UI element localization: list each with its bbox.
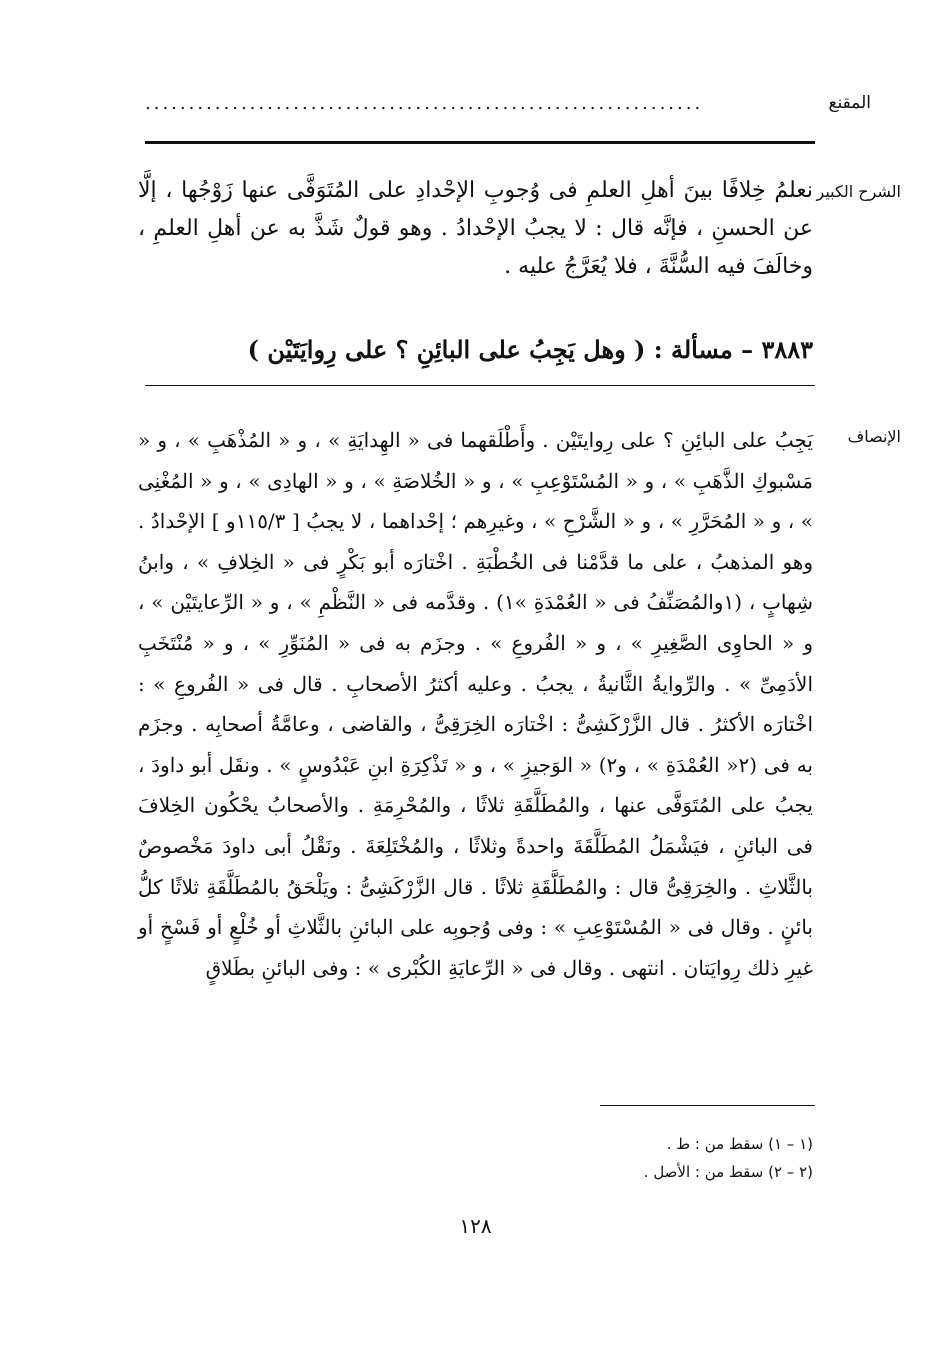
insaf-text-block [138, 420, 813, 988]
running-header-title: المقنع [828, 93, 871, 113]
section-divider [145, 385, 815, 386]
insaf-section-label: الإنصاف [847, 427, 901, 446]
header-rule [145, 141, 815, 144]
header-dot-leader: ................................................................ [145, 93, 704, 114]
insaf-paragraph: يَجِبُ على البائِنِ ؟ على رِوايتَيْن . وأَطْلَقهما فى « الهِدايَةِ » ، و « المُذْهَبِ » ، و « مَسْبوكِ الذَّهَبِ » ، و « المُسْتَوْعِبِ » ، و « الخُلاصَةِ » ، و « الهادِى » ، و « المُغْنِى » ، و « المُحَرَّرِ » ، و « الشَّرْحِ » ، وغيرِهم ؛ إحْداهما ، لا يجبُ [ ١١٥/٣و ] الإحْدادُ . وهو المذهبُ ، على ما قدَّمْنا فى الخُطْبَةِ . اخْتارَه أبو بَكْرٍ فى « الخِلافِ » ، وابنُ شِهابٍ ، (١والمُصَنِّفُ فى « العُمْدَةِ »١) . وقدَّمه فى « النَّظْمِ » ، و « الرِّعايتَيْن » ، و « الحاوِى الصَّغِيرِ » ، و « الفُروعِ » . وجزَم به فى « المُنَوِّرِ » ، و « مُنْتَخَبِ الأدَمِىِّ » . والرِّوايةُ الثَّانيةُ ، يجبُ . وعليه أكثرُ الأصحابِ . قال فى « الفُروعِ » : اخْتارَه الأكثرُ . قال الزَّرْكَشِىُّ : اخْتارَه الخِرَقِىُّ ، والقاضى ، وعامَّةُ أصحابِه . وجزَم به فى (٢« العُمْدَةِ » ، و٢) « الوَجيزِ » ، و « تَذْكِرَةِ ابنِ عَبْدُوسٍ » . ونقَل أبو داودَ ، يجبُ على المُتَوَفَّى عنها ، والمُطَلَّقَةِ ثلاثًا ، والمُحْرِمَةِ . والأصحابُ يحْكُون الخِلافَ فى البائنِ ، فيَشْمَلُ المُطَلَّقَةَ واحدةً وثلاثًا ، والمُخْتَلِعَةَ . ونَقْلُ أبى داودَ مَخْصوصٌ بالثَّلاثِ . والخِرَقِىُّ قال : والمُطَلَّقَةِ ثلاثًا . قال الزَّرْكَشِىُّ : ويَلْحَقُ بالمُطَلَّقَةِ ثلاثًا كلُّ بائنٍ . وقال فى « المُسْتَوْعِبِ » : وفى وُجوبِه على البائنِ بالثَّلاثِ أو خُلْعٍ أو فَسْخٍ أو غيرِ ذلك رِوايَتان . انتهى . وقال فى « الرِّعايَةِ الكُبْرى » : وفى البائنِ بطَلاقٍ [138, 428, 814, 980]
sharh-text-block [138, 172, 813, 286]
footnote-rule [600, 1105, 815, 1106]
masala-heading-block [138, 328, 813, 372]
sharh-paragraph: نعلمُ خِلافًا بينَ أهلِ العلمِ فى وُجوبِ الإحْدادِ على المُتَوَفَّى عنها زَوْجُها ، إلَّا عن الحسنِ ، فإنَّه قال : لا يجبُ الإحْدادُ . وهو قولٌ شَذَّ به عن أهلِ العلمِ ، وخالَفَ فيه السُّنَّةَ ، فلا يُعَرَّجُ عليه . [138, 178, 813, 279]
sharh-section-label: الشرح الكبير [816, 182, 901, 201]
footnote-2: (٢ – ٢) سقط من : الأصل . [643, 1163, 813, 1181]
footnotes [413, 1130, 813, 1186]
footnote-1: (١ – ١) سقط من : ط . [666, 1135, 813, 1153]
page-number: ١٢٨ [459, 1214, 492, 1238]
masala-heading: ٣٨٨٣ – مسألة : ( وهل يَجِبُ على البائِنِ ؟ على رِوايَتَيْن ) [247, 335, 813, 364]
